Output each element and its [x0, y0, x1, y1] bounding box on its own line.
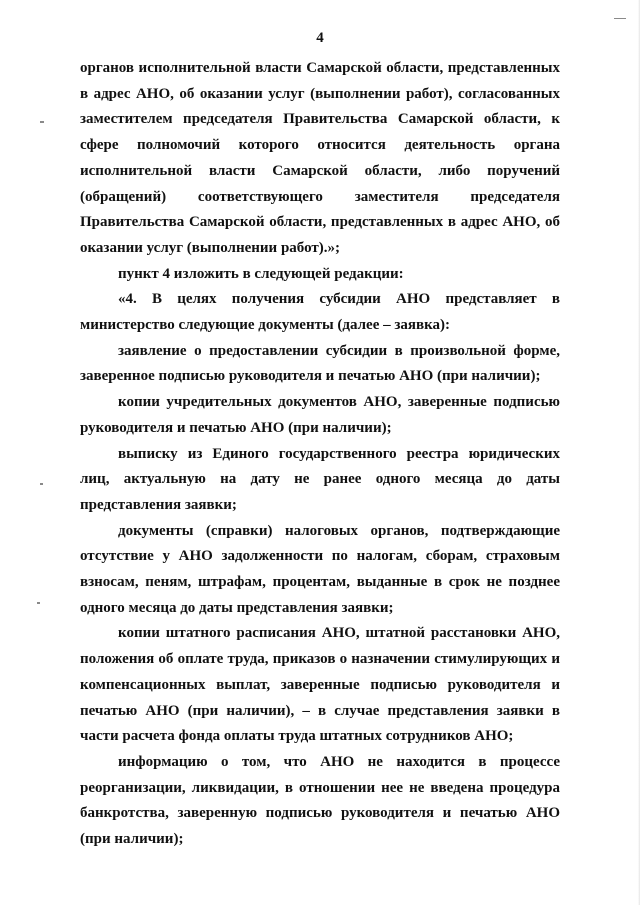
paragraph-application-statement: заявление о предоставлении субсидии в произвольной форме, заверенное подписью руководителя и печатью АНО (при наличии);	[80, 342, 560, 385]
scan-mark	[40, 483, 43, 485]
scan-mark	[37, 602, 40, 604]
paragraph-staffing-documents: копии штатного расписания АНО, штатной расстановки АНО, положения об оплате труда, приказов о назначении стимулирующих и компенсационных выплат, заверенные подписью руководителя и печатью АНО (при наличии), – в случае представления заявки в части расчета фонда оплаты труда штатных сотрудников АНО;	[80, 625, 560, 745]
scan-mark	[614, 18, 626, 19]
paragraph-tax-certificates: документы (справки) налоговых органов, подтверждающие отсутствие у АНО задолженности по налогам, сборам, страховым взносам, пеням, штрафам, процентам, выданные в срок не позднее одного месяца до даты представления заявки;	[80, 522, 560, 616]
paragraph-registry-extract: выписку из Единого государственного реестра юридических лиц, актуальную на дату не ранее одного месяца до даты представления заявки;	[80, 445, 560, 513]
scan-mark	[40, 121, 44, 123]
page-number: 4	[316, 30, 324, 46]
paragraph-item-4-heading: «4. В целях получения субсидии АНО представляет в министерство следующие документы (далее – заявка):	[80, 291, 560, 334]
document-body	[80, 56, 560, 853]
paragraph-continuation: органов исполнительной власти Самарской области, представленных в адрес АНО, об оказании услуг (выполнении работ), согласованных заместителем председателя Правительства Самарской области, к сфере полномочий которого относится деятельность органа исполнительной власти Самарской области, либо поручений (обращений) соответствующего заместителя председателя Правительства Самарской области, представленных в адрес АНО, об оказании услуг (выполнении работ).»;	[80, 60, 560, 256]
paragraph-reorganization-info: информацию о том, что АНО не находится в процессе реорганизации, ликвидации, в отношении нее не введена процедура банкротства, заверенную подписью руководителя и печатью АНО (при наличии);	[80, 753, 560, 848]
paragraph-founding-documents: копии учредительных документов АНО, заверенные подписью руководителя и печатью АНО (при наличии);	[80, 394, 560, 436]
paragraph-item-4-instruction: пункт 4 изложить в следующей редакции:	[118, 265, 404, 282]
